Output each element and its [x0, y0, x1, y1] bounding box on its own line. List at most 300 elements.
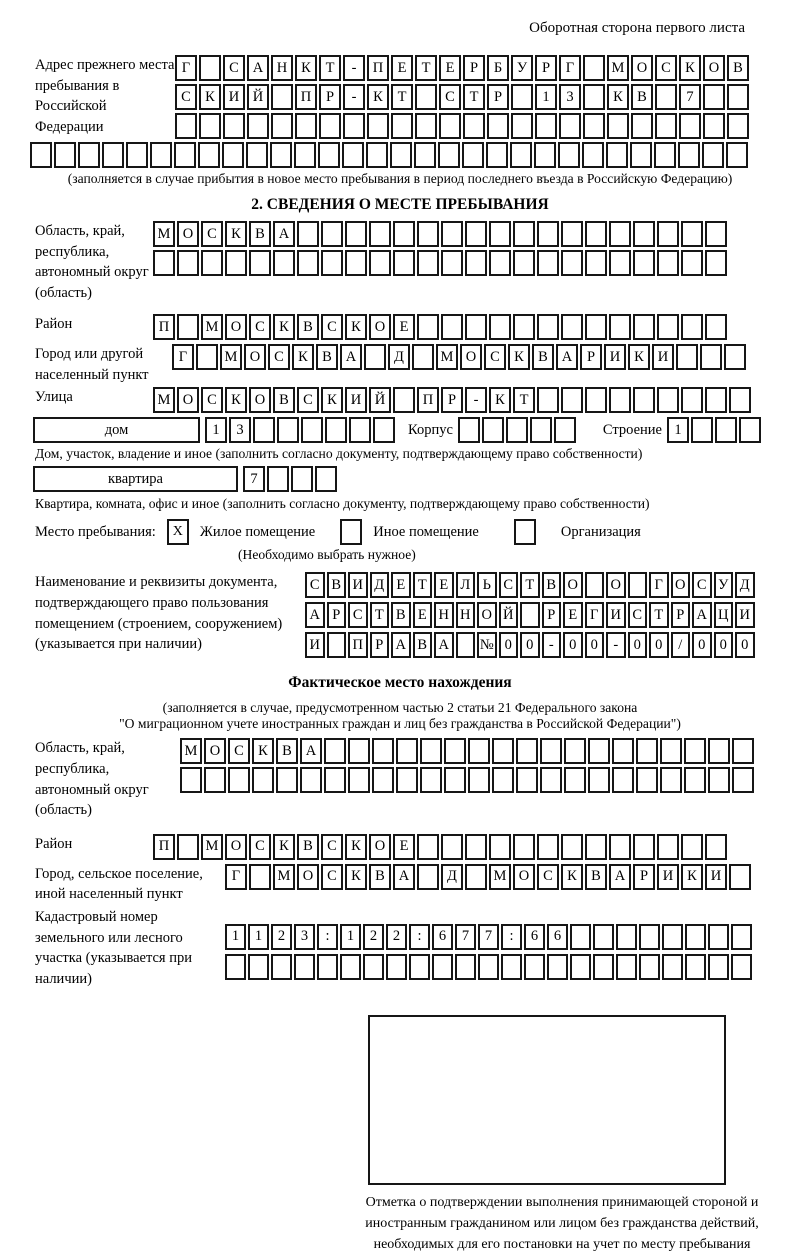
char-cell: О — [225, 834, 247, 860]
char-cell — [366, 142, 388, 168]
char-cell — [729, 864, 751, 890]
char-cell — [175, 113, 197, 139]
char-cell: К — [295, 55, 317, 81]
char-cell — [537, 314, 559, 340]
char-cell: М — [607, 55, 629, 81]
char-cell: 0 — [714, 632, 734, 658]
char-cell — [609, 314, 631, 340]
char-cell — [708, 767, 730, 793]
char-cell: Е — [439, 55, 461, 81]
char-cell — [564, 767, 586, 793]
apartment-number-row — [243, 466, 337, 492]
char-cell — [607, 113, 629, 139]
char-cell — [705, 387, 727, 413]
char-cell: 7 — [243, 466, 265, 492]
char-cell — [570, 924, 591, 950]
char-cell — [583, 84, 605, 110]
char-cell: В — [413, 632, 433, 658]
char-cell: Е — [391, 572, 411, 598]
char-cell: П — [295, 84, 317, 110]
char-cell — [609, 250, 631, 276]
char-cell: И — [735, 602, 755, 628]
char-cell: № — [477, 632, 497, 658]
char-cell — [585, 834, 607, 860]
char-cell — [386, 954, 407, 980]
char-cell: И — [223, 84, 245, 110]
char-cell — [201, 250, 223, 276]
char-cell — [660, 767, 682, 793]
char-cell: Е — [393, 314, 415, 340]
char-cell — [417, 221, 439, 247]
char-cell: Й — [247, 84, 269, 110]
char-cell: К — [345, 834, 367, 860]
char-cell — [609, 834, 631, 860]
char-cell — [345, 221, 367, 247]
document-row-2 — [305, 602, 755, 628]
char-cell — [630, 142, 652, 168]
actual-region-row-2 — [180, 767, 754, 793]
char-cell — [325, 417, 347, 443]
char-cell — [582, 142, 604, 168]
char-cell: Д — [735, 572, 755, 598]
char-cell: - — [343, 55, 365, 81]
char-cell — [277, 417, 299, 443]
char-cell: Р — [580, 344, 602, 370]
street-block — [35, 387, 800, 413]
char-cell: К — [273, 314, 295, 340]
char-cell — [126, 142, 148, 168]
char-cell — [249, 250, 271, 276]
char-cell — [585, 221, 607, 247]
char-cell — [78, 142, 100, 168]
char-cell — [561, 834, 583, 860]
char-cell — [174, 142, 196, 168]
char-cell — [444, 767, 466, 793]
char-cell: С — [228, 738, 250, 764]
char-cell — [465, 250, 487, 276]
char-cell — [715, 417, 737, 443]
char-cell — [487, 113, 509, 139]
char-cell: 7 — [478, 924, 499, 950]
street-row — [153, 387, 751, 413]
char-cell — [729, 387, 751, 413]
char-cell: 6 — [524, 924, 545, 950]
char-cell: О — [177, 387, 199, 413]
char-cell — [177, 314, 199, 340]
char-cell — [564, 738, 586, 764]
char-cell — [417, 314, 439, 340]
char-cell: С — [439, 84, 461, 110]
char-cell: К — [292, 344, 314, 370]
char-cell — [535, 113, 557, 139]
char-cell: Т — [463, 84, 485, 110]
char-cell: М — [180, 738, 202, 764]
char-cell — [660, 738, 682, 764]
char-cell: Е — [391, 55, 413, 81]
char-cell: П — [367, 55, 389, 81]
char-cell: 0 — [692, 632, 712, 658]
char-cell — [318, 142, 340, 168]
char-cell — [441, 834, 463, 860]
char-cell: : — [409, 924, 430, 950]
char-cell: С — [249, 834, 271, 860]
char-cell: Т — [413, 572, 433, 598]
char-cell — [636, 767, 658, 793]
confirmation-caption: Отметка о подтверждении выполнения принимающей стороной и иностранным гражданином или лицом без гражданства действий, необходимых для его постановки на учет по месту пребывания — [365, 1195, 759, 1253]
char-cell: В — [249, 221, 271, 247]
char-cell: Д — [388, 344, 410, 370]
document-row-3 — [305, 632, 755, 658]
apartment-name-box: квартира — [33, 466, 238, 492]
char-cell: К — [508, 344, 530, 370]
char-cell — [681, 314, 703, 340]
char-cell — [420, 738, 442, 764]
char-cell — [253, 417, 275, 443]
char-cell — [228, 767, 250, 793]
char-cell: Г — [172, 344, 194, 370]
option-label-other-premise: Иное помещение — [373, 523, 479, 540]
char-cell — [342, 142, 364, 168]
char-cell — [631, 113, 653, 139]
prev-address-note: (заполняется в случае прибытия в новое место пребывания в период последнего въезда в Российскую Федерацию) — [67, 171, 733, 186]
char-cell — [468, 738, 490, 764]
char-cell: М — [273, 864, 295, 890]
char-cell: Д — [370, 572, 390, 598]
char-cell — [633, 387, 655, 413]
char-cell: Г — [585, 602, 605, 628]
char-cell — [703, 84, 725, 110]
char-cell — [657, 250, 679, 276]
char-cell — [662, 924, 683, 950]
char-cell: К — [679, 55, 701, 81]
char-cell — [465, 834, 487, 860]
char-cell: К — [628, 344, 650, 370]
char-cell — [465, 314, 487, 340]
city-block — [35, 344, 800, 385]
char-cell — [520, 602, 540, 628]
char-cell — [537, 250, 559, 276]
char-cell: 2 — [363, 924, 384, 950]
char-cell: Р — [535, 55, 557, 81]
char-cell: К — [273, 834, 295, 860]
char-cell — [633, 314, 655, 340]
stay-place-row — [35, 519, 800, 545]
char-cell — [492, 767, 514, 793]
char-cell — [348, 767, 370, 793]
char-cell — [583, 55, 605, 81]
char-cell: М — [489, 864, 511, 890]
char-cell: : — [317, 924, 338, 950]
char-cell — [270, 142, 292, 168]
char-cell: Р — [463, 55, 485, 81]
char-cell — [369, 221, 391, 247]
char-cell — [681, 834, 703, 860]
char-cell — [516, 738, 538, 764]
char-cell: А — [247, 55, 269, 81]
char-cell: Н — [271, 55, 293, 81]
char-cell — [294, 954, 315, 980]
char-cell: Р — [327, 602, 347, 628]
char-cell — [432, 954, 453, 980]
char-cell — [501, 954, 522, 980]
char-cell: К — [367, 84, 389, 110]
char-cell — [441, 221, 463, 247]
char-cell — [559, 113, 581, 139]
char-cell — [317, 954, 338, 980]
stroenie-label: Строение — [602, 421, 662, 438]
option-label-residential: Жилое помещение — [199, 523, 316, 540]
char-cell: Р — [542, 602, 562, 628]
char-cell: 0 — [520, 632, 540, 658]
char-cell — [537, 387, 559, 413]
char-cell — [390, 142, 412, 168]
char-cell — [616, 954, 637, 980]
char-cell — [703, 113, 725, 139]
char-cell: 3 — [294, 924, 315, 950]
char-cell — [276, 767, 298, 793]
char-cell — [492, 738, 514, 764]
char-cell — [655, 84, 677, 110]
char-cell: Г — [559, 55, 581, 81]
char-cell — [396, 738, 418, 764]
actual-location-note-2: "О миграционном учете иностранных граждан и лиц без гражданства в Российской Федерации") — [119, 716, 681, 732]
char-cell: Г — [649, 572, 669, 598]
char-cell: Б — [487, 55, 509, 81]
char-cell: В — [585, 864, 607, 890]
char-cell — [524, 954, 545, 980]
char-cell — [708, 954, 729, 980]
char-cell — [180, 767, 202, 793]
char-cell: О — [477, 602, 497, 628]
char-cell — [561, 314, 583, 340]
char-cell — [414, 142, 436, 168]
prev-address-row-4 — [30, 142, 800, 168]
char-cell: О — [249, 387, 271, 413]
char-cell — [444, 738, 466, 764]
char-cell — [455, 954, 476, 980]
char-cell — [478, 954, 499, 980]
char-cell: Р — [487, 84, 509, 110]
street-label: Улица — [35, 389, 73, 406]
prev-address-row-3 — [175, 113, 749, 139]
char-cell: 7 — [679, 84, 701, 110]
char-cell: - — [343, 84, 365, 110]
char-cell: О — [297, 864, 319, 890]
char-cell: М — [220, 344, 242, 370]
char-cell — [300, 767, 322, 793]
char-cell: О — [369, 834, 391, 860]
char-cell: О — [606, 572, 626, 598]
char-cell — [561, 250, 583, 276]
prev-address-block — [35, 55, 800, 139]
char-cell: 1 — [340, 924, 361, 950]
char-cell — [417, 250, 439, 276]
char-cell — [415, 113, 437, 139]
char-cell: Ц — [714, 602, 734, 628]
char-cell: Й — [369, 387, 391, 413]
char-cell: 3 — [559, 84, 581, 110]
char-cell: - — [465, 387, 487, 413]
char-cell: К — [345, 314, 367, 340]
char-cell — [530, 417, 552, 443]
char-cell — [570, 954, 591, 980]
char-cell: Д — [441, 864, 463, 890]
choose-note: (Необходимо выбрать нужное) — [238, 547, 416, 563]
char-cell: У — [714, 572, 734, 598]
char-cell: С — [297, 387, 319, 413]
char-cell — [297, 221, 319, 247]
char-cell: К — [681, 864, 703, 890]
char-cell — [609, 221, 631, 247]
char-cell — [222, 142, 244, 168]
char-cell — [273, 250, 295, 276]
region-row-1 — [153, 221, 727, 247]
char-cell — [439, 113, 461, 139]
char-cell — [489, 221, 511, 247]
char-cell — [248, 954, 269, 980]
char-cell: В — [369, 864, 391, 890]
char-cell: В — [276, 738, 298, 764]
char-cell: О — [631, 55, 653, 81]
char-cell — [708, 924, 729, 950]
char-cell: С — [249, 314, 271, 340]
char-cell — [654, 142, 676, 168]
char-cell: М — [436, 344, 458, 370]
char-cell — [324, 738, 346, 764]
char-cell: 0 — [499, 632, 519, 658]
char-cell — [291, 466, 313, 492]
char-cell: В — [297, 314, 319, 340]
char-cell — [294, 142, 316, 168]
house-name-box: дом — [33, 417, 200, 443]
char-cell — [655, 113, 677, 139]
region-label: Область, край, республика, автономный округ (область) — [35, 223, 149, 301]
char-cell: Н — [456, 602, 476, 628]
char-cell — [463, 113, 485, 139]
char-cell — [249, 864, 271, 890]
char-cell — [511, 84, 533, 110]
char-cell: Р — [370, 632, 390, 658]
prev-address-row-2 — [175, 84, 749, 110]
char-cell — [456, 632, 476, 658]
char-cell: И — [606, 602, 626, 628]
char-cell: С — [537, 864, 559, 890]
char-cell: О — [204, 738, 226, 764]
cadastral-label: Кадастровый номер земельного или лесного участка (указывается при наличии) — [35, 908, 192, 987]
char-cell: Р — [671, 602, 691, 628]
char-cell: К — [321, 387, 343, 413]
char-cell: К — [225, 387, 247, 413]
char-cell — [489, 834, 511, 860]
char-cell — [489, 314, 511, 340]
char-cell — [585, 387, 607, 413]
char-cell — [628, 572, 648, 598]
char-cell: 2 — [386, 924, 407, 950]
char-cell: 0 — [649, 632, 669, 658]
char-cell: Е — [563, 602, 583, 628]
char-cell — [681, 250, 703, 276]
char-cell — [558, 142, 580, 168]
char-cell: О — [369, 314, 391, 340]
char-cell — [225, 250, 247, 276]
korpus-label: Корпус — [408, 421, 453, 438]
char-cell: К — [607, 84, 629, 110]
char-cell: Е — [413, 602, 433, 628]
house-row — [33, 417, 800, 443]
document-row-1 — [305, 572, 755, 598]
char-cell: 0 — [735, 632, 755, 658]
char-cell: 6 — [432, 924, 453, 950]
char-cell — [30, 142, 52, 168]
char-cell: А — [609, 864, 631, 890]
char-cell — [731, 954, 752, 980]
char-cell — [585, 250, 607, 276]
char-cell: И — [305, 632, 325, 658]
district-block — [35, 314, 800, 340]
char-cell: 7 — [455, 924, 476, 950]
char-cell — [662, 954, 683, 980]
actual-city-row — [225, 864, 751, 905]
char-cell: С — [692, 572, 712, 598]
actual-region-row-1 — [180, 738, 754, 764]
char-cell — [315, 466, 337, 492]
char-cell — [271, 113, 293, 139]
char-cell — [681, 221, 703, 247]
city-row — [172, 344, 746, 385]
char-cell — [676, 344, 698, 370]
char-cell — [679, 113, 701, 139]
char-cell — [246, 142, 268, 168]
char-cell: С — [201, 387, 223, 413]
char-cell: С — [348, 602, 368, 628]
char-cell: С — [484, 344, 506, 370]
char-cell — [537, 834, 559, 860]
char-cell — [319, 113, 341, 139]
stroenie-row — [667, 417, 761, 443]
char-cell: 0 — [628, 632, 648, 658]
char-cell — [513, 314, 535, 340]
char-cell — [585, 572, 605, 598]
char-cell: Е — [393, 834, 415, 860]
char-cell — [465, 221, 487, 247]
char-cell — [54, 142, 76, 168]
char-cell — [324, 767, 346, 793]
confirmation-stamp-box — [368, 1015, 726, 1185]
char-cell — [702, 142, 724, 168]
char-cell — [540, 738, 562, 764]
char-cell: И — [604, 344, 626, 370]
char-cell: : — [501, 924, 522, 950]
char-cell — [657, 387, 679, 413]
char-cell — [412, 344, 434, 370]
char-cell: И — [652, 344, 674, 370]
char-cell — [727, 84, 749, 110]
char-cell: - — [542, 632, 562, 658]
char-cell: К — [199, 84, 221, 110]
char-cell — [321, 221, 343, 247]
char-cell — [486, 142, 508, 168]
char-cell — [462, 142, 484, 168]
char-cell — [223, 113, 245, 139]
stay-place-label: Место пребывания: — [35, 523, 156, 540]
char-cell — [415, 84, 437, 110]
char-cell: В — [327, 572, 347, 598]
char-cell — [724, 344, 746, 370]
char-cell — [513, 250, 535, 276]
char-cell: М — [153, 387, 175, 413]
char-cell — [199, 55, 221, 81]
char-cell — [343, 113, 365, 139]
